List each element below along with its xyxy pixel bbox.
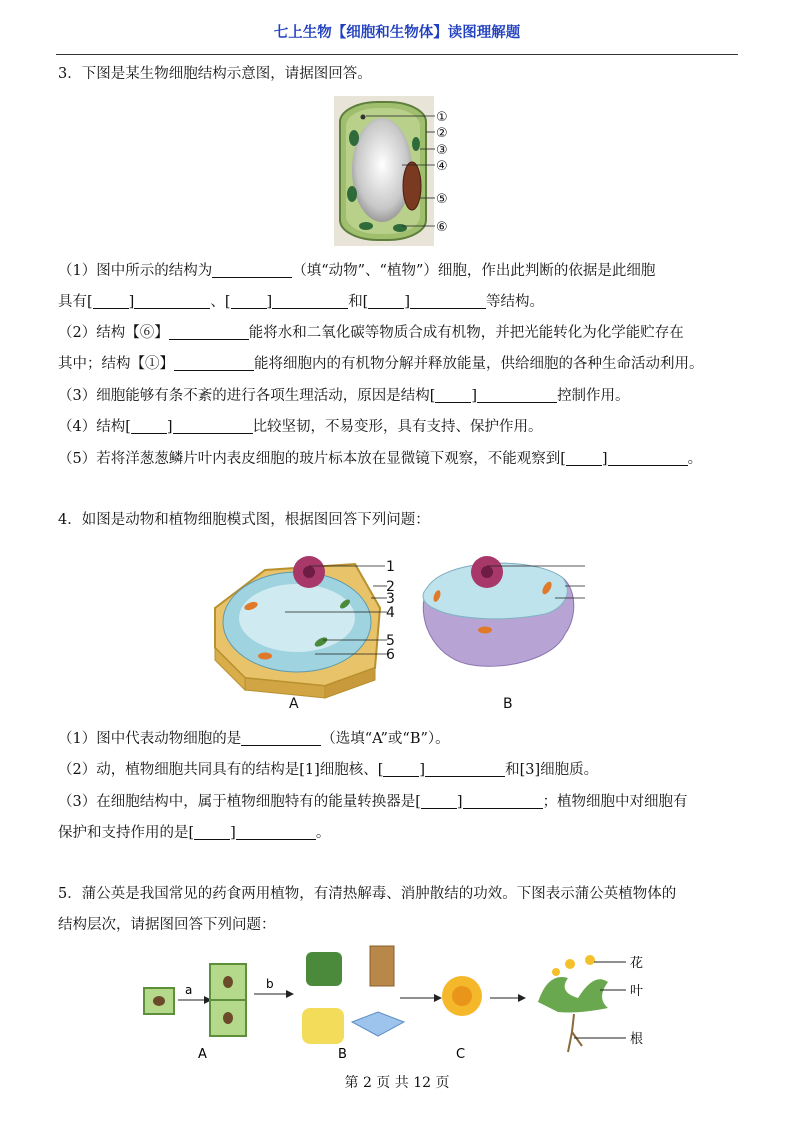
answer-blank[interactable] [368, 292, 404, 309]
q5-plant-label-root: 根 [630, 1032, 644, 1047]
q4-title: 4．如图是动物和植物细胞模式图，根据图回答下列问题： [58, 512, 430, 528]
q3-label-3: ③ [436, 143, 448, 158]
answer-blank[interactable] [174, 354, 254, 371]
q5-cell-nucleus [153, 996, 165, 1006]
answer-blank[interactable] [241, 729, 321, 746]
q3-p2-line2: 其中；结构【①】 能将细胞内的有机物分解并释放能量，供给细胞的各种生命活动利用。 [58, 356, 704, 372]
q5-plant-label-flower: 花 [630, 956, 644, 971]
q3-label-5: ⑤ [436, 192, 448, 207]
q4-animal-nucleolus [481, 566, 493, 578]
q3-p2-line1: （2）结构【⑥】 能将水和二氧化碳等物质合成有机物，并把光能转化为化学能贮存在 [58, 325, 684, 341]
q5-plant-label-leaf: 叶 [630, 984, 644, 999]
q4-label-4: 4 [386, 605, 395, 621]
answer-blank[interactable] [131, 417, 167, 434]
q5-plant-root [568, 1014, 582, 1052]
q4-mitochondrion [258, 653, 272, 660]
q3-chloroplast [359, 222, 373, 230]
q3-label-2: ② [436, 126, 448, 141]
q5-structure-levels-figure [138, 942, 658, 1066]
q3-label-1: ① [436, 110, 448, 125]
q5-caption-c: C [456, 1047, 466, 1062]
q3-chloroplast [347, 186, 357, 202]
answer-blank[interactable] [566, 449, 602, 466]
q4-label-6: 6 [386, 647, 395, 663]
q4-plant-vacuole [239, 584, 355, 652]
q3-p5: （5）若将洋葱葱鳞片叶内表皮细胞的玻片标本放在显微镜下观察，不能观察到[ ] 。 [58, 451, 703, 467]
q3-title: 3．下图是某生物细胞结构示意图，请据图回答。 [58, 66, 372, 82]
q3-p1-line1: （1）图中所示的结构为 （填“动物”、“植物”）细胞，作出此判断的依据是此细胞 [58, 263, 656, 279]
answer-blank[interactable] [169, 323, 249, 340]
q5-arrow-b: b [266, 977, 274, 991]
answer-blank[interactable] [383, 760, 419, 777]
q5-title-line2: 结构层次，请据图回答下列问题： [58, 917, 276, 933]
answer-blank[interactable] [173, 417, 253, 434]
page-footer: 第 2 页 共 12 页 [344, 1075, 450, 1091]
answer-blank[interactable] [236, 823, 316, 840]
q3-chloroplast [412, 137, 420, 151]
q4-label-1: 1 [386, 559, 395, 575]
q5-plant-leaves [538, 977, 608, 1013]
q5-caption-b: B [338, 1047, 347, 1062]
answer-blank[interactable] [93, 292, 129, 309]
answer-blank[interactable] [194, 823, 230, 840]
q5-title-line1: 5．蒲公英是我国常见的药食两用植物，有清热解毒、消肿散结的功效。下图表示蒲公英植物体的 [58, 886, 677, 902]
q4-p1: （1）图中代表动物细胞的是 （选填“A”或“B”）。 [58, 731, 450, 747]
q3-p3: （3）细胞能够有条不紊的进行各项生理活动，原因是结构[ ] 控制作用。 [58, 388, 630, 404]
q3-chloroplast [393, 224, 407, 232]
q4-caption-a: A [289, 696, 299, 712]
q5-plant-flower [552, 968, 560, 976]
q4-cell-comparison-figure [205, 548, 595, 713]
q4-p3-line2: 保护和支持作用的是[ ] 。 [58, 825, 331, 841]
q5-tissue-blue [352, 1012, 404, 1036]
answer-blank[interactable] [421, 792, 457, 809]
answer-blank[interactable] [212, 261, 292, 278]
arrow-head [518, 994, 526, 1002]
q3-plant-cell-figure [330, 94, 465, 249]
arrow-head [434, 994, 442, 1002]
q3-label-4: ④ [436, 159, 448, 174]
q4-label-5: 5 [386, 633, 395, 649]
answer-blank[interactable] [477, 386, 557, 403]
q4-plant-nucleolus [303, 566, 315, 578]
page-header [56, 22, 738, 55]
q3-label-6: ⑥ [436, 220, 448, 235]
q5-plant-flower [585, 955, 595, 965]
q5-tissue-green [306, 952, 342, 986]
q3-nucleus [403, 162, 421, 210]
q5-cell-nucleus [223, 976, 233, 988]
q5-arrow-a: a [185, 983, 193, 997]
answer-blank[interactable] [231, 292, 267, 309]
q4-label-3: 3 [386, 591, 395, 607]
answer-blank[interactable] [425, 760, 505, 777]
answer-blank[interactable] [463, 792, 543, 809]
q5-cell-nucleus [223, 1012, 233, 1024]
answer-blank[interactable] [410, 292, 486, 309]
q4-caption-b: B [503, 696, 513, 712]
q5-tissue-yellow [302, 1008, 344, 1044]
q5-tissue-fiber [370, 946, 394, 986]
q4-p3-line1: （3）在细胞结构中，属于植物细胞特有的能量转换器是[ ] ；植物细胞中对细胞有 [58, 794, 688, 810]
q4-p2: （2）动，植物细胞共同具有的结构是[1]细胞核、[ ] 和[3]细胞质。 [58, 762, 599, 778]
q3-p4: （4）结构[ ] 比较坚韧，不易变形，具有支持、保护作用。 [58, 419, 543, 435]
answer-blank[interactable] [272, 292, 348, 309]
q3-mitochondrion [361, 115, 366, 120]
q5-caption-a: A [198, 1047, 207, 1062]
arrow-head [286, 990, 294, 998]
q4-label-2: 2 [386, 579, 395, 595]
q5-plant-flower [565, 959, 575, 969]
answer-blank[interactable] [608, 449, 688, 466]
header-title: 七上生物【细胞和生物体】读图理解题 [273, 25, 521, 41]
q3-vacuole [352, 118, 412, 222]
q4-mitochondrion [478, 627, 492, 634]
q3-chloroplast [349, 130, 359, 146]
answer-blank[interactable] [134, 292, 210, 309]
answer-blank[interactable] [435, 386, 471, 403]
q5-flower-center [452, 986, 472, 1006]
q3-p1-line2: 具有[ ] 、[ ] 和[ ] 等结构。 [58, 294, 545, 310]
